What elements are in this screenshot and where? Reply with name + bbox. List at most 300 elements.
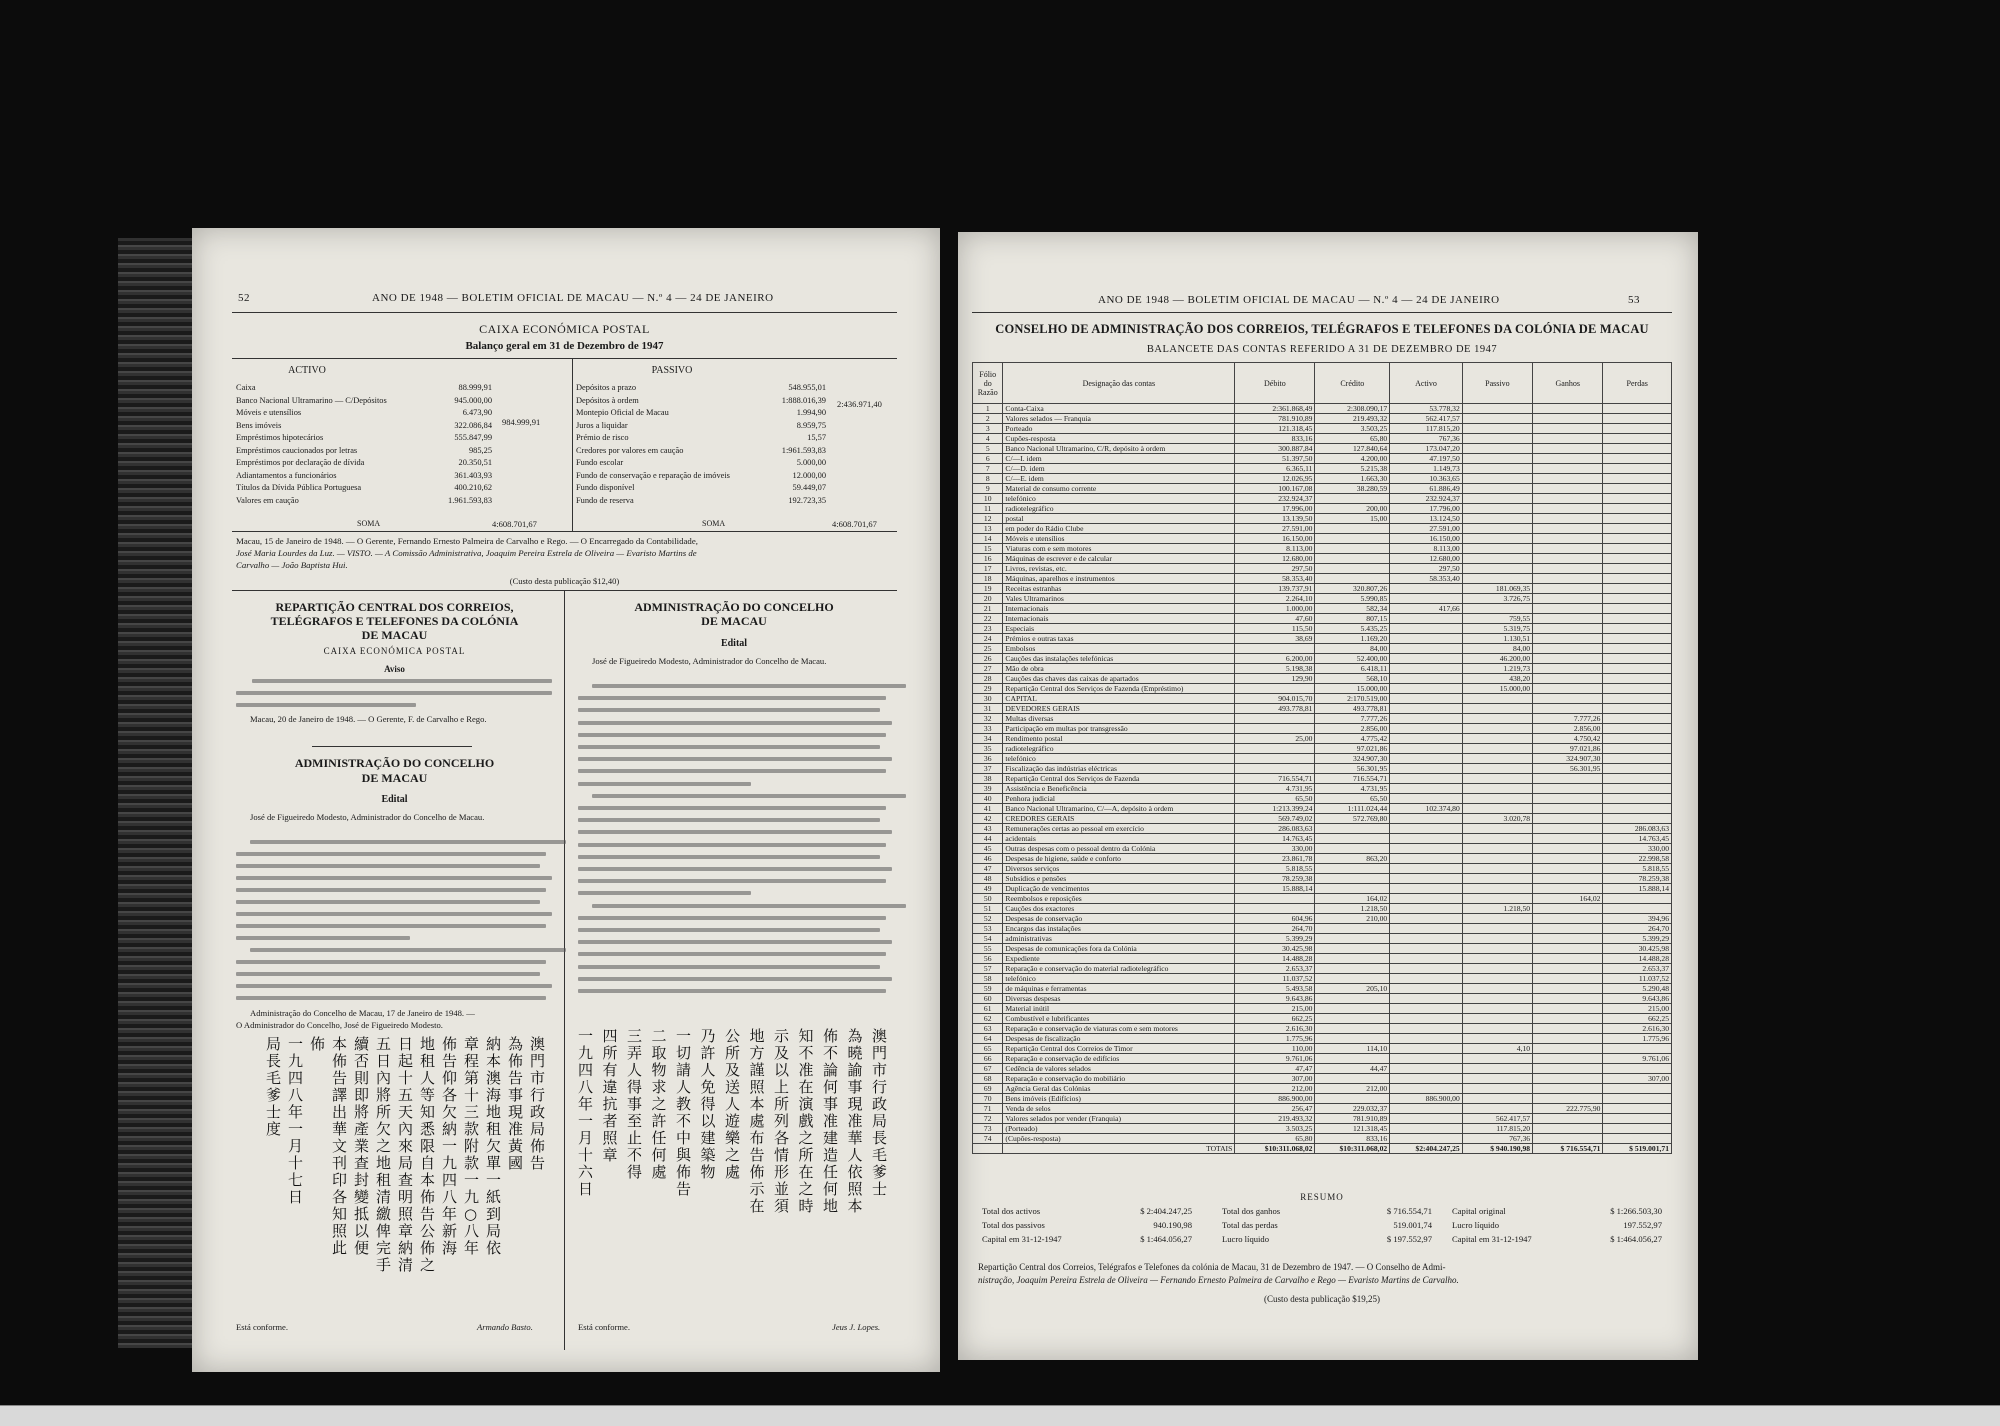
table-cell bbox=[1390, 784, 1463, 794]
table-cell: 212,00 bbox=[1315, 1084, 1390, 1094]
table-cell bbox=[1533, 824, 1603, 834]
caixa-subtitle: Balanço geral em 31 de Dezembro de 1947 bbox=[465, 340, 664, 352]
table-cell bbox=[1390, 654, 1463, 664]
table-row bbox=[973, 554, 1672, 564]
admin1-conforme: Está conforme. bbox=[236, 1322, 289, 1332]
text-line bbox=[236, 852, 546, 856]
table-cell: 9.643,86 bbox=[1235, 994, 1315, 1004]
table-cell: Vales Ultramarinos bbox=[1003, 594, 1235, 604]
table-cell: 781.910,89 bbox=[1235, 414, 1315, 424]
table-cell: Conta-Caixa bbox=[1003, 404, 1235, 414]
table-cell: 5.990,85 bbox=[1315, 594, 1390, 604]
table-cell: Reparação e conservação do mobiliário bbox=[1003, 1074, 1235, 1084]
table-cell bbox=[1533, 404, 1603, 414]
table-cell bbox=[1390, 794, 1463, 804]
text-line bbox=[578, 977, 892, 981]
table-cell: 1.000,00 bbox=[1235, 604, 1315, 614]
table-cell: 582,34 bbox=[1315, 604, 1390, 614]
passivo-row-label: Juros a liquidar bbox=[576, 420, 628, 430]
table-cell: 27.591,00 bbox=[1235, 524, 1315, 534]
table-row bbox=[973, 594, 1672, 604]
column-header: Passivo bbox=[1462, 363, 1532, 404]
table-cell bbox=[1315, 1074, 1390, 1084]
table-cell: 15,00 bbox=[1315, 514, 1390, 524]
table-cell: acidentais bbox=[1003, 834, 1235, 844]
table-cell: 23 bbox=[973, 624, 1003, 634]
table-cell: 58.353,40 bbox=[1390, 574, 1463, 584]
table-cell bbox=[1603, 554, 1672, 564]
table-cell bbox=[1462, 464, 1532, 474]
table-cell: 38 bbox=[973, 774, 1003, 784]
table-cell bbox=[1462, 954, 1532, 964]
table-cell bbox=[1462, 804, 1532, 814]
table-cell: 886.900,00 bbox=[1235, 1094, 1315, 1104]
table-cell: 5.290,48 bbox=[1603, 984, 1672, 994]
table-row bbox=[973, 474, 1672, 484]
table-cell bbox=[1235, 714, 1315, 724]
resumo-value: $ 2:404.247,25 bbox=[1140, 1206, 1192, 1216]
text-line bbox=[236, 936, 410, 940]
table-cell: 37 bbox=[973, 764, 1003, 774]
table-cell: 63 bbox=[973, 1024, 1003, 1034]
chinese-column: 地方謹照本處布告佈示在 bbox=[749, 1027, 765, 1215]
table-cell: 97.021,86 bbox=[1315, 744, 1390, 754]
table-cell: 72 bbox=[973, 1114, 1003, 1124]
table-cell bbox=[1462, 824, 1532, 834]
table-row bbox=[973, 434, 1672, 444]
table-cell: 51 bbox=[973, 904, 1003, 914]
admin1-title-2: DE MACAU bbox=[361, 771, 428, 785]
table-cell bbox=[1603, 424, 1672, 434]
table-cell bbox=[1603, 684, 1672, 694]
table-cell bbox=[1603, 774, 1672, 784]
totals-cell: $2:404.247,25 bbox=[1390, 1144, 1463, 1154]
table-cell: 6.418,11 bbox=[1315, 664, 1390, 674]
table-cell: 121.318,45 bbox=[1315, 1124, 1390, 1134]
table-cell: 215,00 bbox=[1235, 1004, 1315, 1014]
text-line bbox=[578, 708, 880, 712]
table-cell: 5.435,25 bbox=[1315, 624, 1390, 634]
table-cell: 493.778,81 bbox=[1315, 704, 1390, 714]
table-cell: 5.818,55 bbox=[1235, 864, 1315, 874]
table-row bbox=[973, 694, 1672, 704]
table-cell bbox=[1462, 734, 1532, 744]
table-cell: Expediente bbox=[1003, 954, 1235, 964]
table-cell bbox=[1462, 424, 1532, 434]
table-cell bbox=[1533, 604, 1603, 614]
table-cell bbox=[1390, 874, 1463, 884]
table-cell: 26 bbox=[973, 654, 1003, 664]
table-row bbox=[973, 644, 1672, 654]
table-cell: 60 bbox=[973, 994, 1003, 1004]
table-cell: 1.218,50 bbox=[1462, 904, 1532, 914]
resumo-label: Total dos passivos bbox=[982, 1220, 1045, 1230]
table-cell: 18 bbox=[973, 574, 1003, 584]
column-header: Fólio do Razão bbox=[973, 363, 1003, 404]
table-cell bbox=[1390, 614, 1463, 624]
table-cell bbox=[1603, 694, 1672, 704]
table-cell bbox=[1603, 1044, 1672, 1054]
table-cell: 21 bbox=[973, 604, 1003, 614]
chinese-column: 知不准在演戲之所在之時 bbox=[798, 1027, 814, 1215]
table-row bbox=[973, 824, 1672, 834]
activo-row-label: Bens imóveis bbox=[236, 420, 282, 430]
table-cell bbox=[1390, 884, 1463, 894]
table-cell bbox=[1390, 1054, 1463, 1064]
chinese-column: 為曉諭事現准華人依照本 bbox=[847, 1027, 863, 1215]
table-cell: 232.924,37 bbox=[1390, 494, 1463, 504]
chinese-column: 四所有違抗者照章 bbox=[602, 1027, 618, 1164]
table-cell: 12.680,00 bbox=[1235, 554, 1315, 564]
table-cell: 1.218,50 bbox=[1315, 904, 1390, 914]
table-row bbox=[973, 904, 1672, 914]
table-cell bbox=[1235, 904, 1315, 914]
table-cell bbox=[1603, 904, 1672, 914]
text-line bbox=[578, 855, 880, 859]
table-cell: Remunerações certas ao pessoal em exercício bbox=[1003, 824, 1235, 834]
table-cell bbox=[1390, 584, 1463, 594]
text-line bbox=[578, 721, 892, 725]
table-cell: 5.399,29 bbox=[1235, 934, 1315, 944]
table-cell bbox=[1462, 884, 1532, 894]
table-cell: 569.749,02 bbox=[1235, 814, 1315, 824]
table-cell: de máquinas e ferramentas bbox=[1003, 984, 1235, 994]
table-cell: 13 bbox=[973, 524, 1003, 534]
resumo-value: $ 1:464.056,27 bbox=[1610, 1234, 1662, 1244]
caixa-balance-table bbox=[232, 358, 897, 532]
table-cell bbox=[1462, 434, 1532, 444]
table-cell bbox=[1603, 494, 1672, 504]
table-cell: Banco Nacional Ultramarino, C/R, depósito à ordem bbox=[1003, 444, 1235, 454]
table-cell bbox=[1603, 1084, 1672, 1094]
table-cell bbox=[1533, 614, 1603, 624]
table-cell bbox=[1603, 504, 1672, 514]
table-cell bbox=[1603, 1104, 1672, 1114]
table-row bbox=[973, 1014, 1672, 1024]
table-row bbox=[973, 624, 1672, 634]
totals-label: TOTAIS bbox=[1003, 1144, 1235, 1154]
table-cell: 12.680,00 bbox=[1390, 554, 1463, 564]
chinese-notice-a bbox=[232, 1036, 552, 1316]
table-cell: 61 bbox=[973, 1004, 1003, 1014]
table-cell: 15.000,00 bbox=[1315, 684, 1390, 694]
text-line bbox=[236, 864, 540, 868]
table-cell bbox=[1315, 884, 1390, 894]
table-row bbox=[973, 1034, 1672, 1044]
table-cell: 886.900,00 bbox=[1390, 1094, 1463, 1104]
table-cell bbox=[1462, 1074, 1532, 1084]
table-cell: 16.150,00 bbox=[1390, 534, 1463, 544]
table-cell: 320.807,26 bbox=[1315, 584, 1390, 594]
table-cell: Reparação e conservação do material radiotelegráfico bbox=[1003, 964, 1235, 974]
table-cell: 4.750,42 bbox=[1533, 734, 1603, 744]
table-cell bbox=[1315, 494, 1390, 504]
activo-row-label: Adiantamentos a funcionários bbox=[236, 470, 337, 480]
admin1-title-1: ADMINISTRAÇÃO DO CONCELHO bbox=[294, 756, 495, 770]
table-cell bbox=[1603, 654, 1672, 664]
table-cell: 2.653,37 bbox=[1603, 964, 1672, 974]
table-cell bbox=[1603, 444, 1672, 454]
table-cell: 2.856,00 bbox=[1533, 724, 1603, 734]
activo-row-value: 555.847,99 bbox=[454, 433, 492, 442]
table-cell bbox=[1533, 864, 1603, 874]
reparticao-subtitle: CAIXA ECONÓMICA POSTAL bbox=[323, 646, 466, 656]
table-cell bbox=[1462, 704, 1532, 714]
table-cell bbox=[1462, 1024, 1532, 1034]
table-cell: 47 bbox=[973, 864, 1003, 874]
admin1-signature-1: Administração do Concelho de Macau, 17 de Janeiro de 1948. — bbox=[250, 1008, 475, 1018]
table-cell: 493.778,81 bbox=[1235, 704, 1315, 714]
table-cell: 115,50 bbox=[1235, 624, 1315, 634]
text-line bbox=[236, 691, 552, 695]
table-cell: 56 bbox=[973, 954, 1003, 964]
table-cell: Cupões-resposta bbox=[1003, 434, 1235, 444]
table-cell: 17.996,00 bbox=[1235, 504, 1315, 514]
table-cell bbox=[1533, 484, 1603, 494]
table-cell: 53.778,32 bbox=[1390, 404, 1463, 414]
activo-row-value: 6.473,90 bbox=[462, 408, 492, 417]
table-cell bbox=[1315, 834, 1390, 844]
table-cell: 232.924,37 bbox=[1235, 494, 1315, 504]
table-cell bbox=[1603, 484, 1672, 494]
table-cell: 1.130,51 bbox=[1462, 634, 1532, 644]
table-cell: 97.021,86 bbox=[1533, 744, 1603, 754]
table-cell: Multas diversas bbox=[1003, 714, 1235, 724]
table-cell: 117.815,20 bbox=[1390, 424, 1463, 434]
table-row bbox=[973, 494, 1672, 504]
passivo-row-value: 5.000,00 bbox=[796, 458, 826, 467]
table-cell: 9 bbox=[973, 484, 1003, 494]
table-cell: 438,20 bbox=[1462, 674, 1532, 684]
footer-line2: nistração, Joaquim Pereira Estrela de Oliveira — Fernando Ernesto Palmeira de Carvalho e Rego — Evaristo Martins de Carvalho. bbox=[978, 1275, 1459, 1285]
table-cell: 2 bbox=[973, 414, 1003, 424]
table-cell bbox=[1603, 454, 1672, 464]
table-cell bbox=[1533, 934, 1603, 944]
aviso-heading: Aviso bbox=[384, 664, 405, 674]
table-cell bbox=[1390, 834, 1463, 844]
text-line bbox=[578, 891, 751, 895]
table-row bbox=[973, 1024, 1672, 1034]
table-cell bbox=[1533, 1094, 1603, 1104]
chinese-column: 澳門市行政局佈告 bbox=[530, 1035, 546, 1172]
table-cell: 52.400,00 bbox=[1315, 654, 1390, 664]
table-cell: Cedência de valores selados bbox=[1003, 1064, 1235, 1074]
table-cell: 25,00 bbox=[1235, 734, 1315, 744]
table-cell bbox=[1462, 974, 1532, 984]
table-cell: 14.763,45 bbox=[1603, 834, 1672, 844]
text-line bbox=[236, 876, 552, 880]
chinese-column: 續否則即將產業查封變抵以便 bbox=[354, 1035, 370, 1257]
table-row bbox=[973, 744, 1672, 754]
table-cell bbox=[1315, 994, 1390, 1004]
soma-label-activo: SOMA bbox=[357, 519, 381, 528]
table-row bbox=[973, 514, 1672, 524]
table-cell bbox=[1462, 514, 1532, 524]
table-cell bbox=[1533, 1114, 1603, 1124]
table-cell: 34 bbox=[973, 734, 1003, 744]
passivo-row-value: 1:961.593,83 bbox=[781, 445, 826, 455]
table-cell bbox=[1390, 984, 1463, 994]
table-row bbox=[973, 984, 1672, 994]
table-cell bbox=[1390, 974, 1463, 984]
table-cell bbox=[1603, 764, 1672, 774]
table-cell: 30.425,98 bbox=[1235, 944, 1315, 954]
table-cell bbox=[1603, 814, 1672, 824]
table-cell: 2:308.090,17 bbox=[1315, 404, 1390, 414]
table-cell bbox=[1462, 414, 1532, 424]
table-cell bbox=[1603, 474, 1672, 484]
table-cell bbox=[1390, 924, 1463, 934]
table-cell bbox=[1603, 784, 1672, 794]
table-cell bbox=[1462, 784, 1532, 794]
table-cell: 51.397,50 bbox=[1235, 454, 1315, 464]
passivo-row-label: Montepio Oficial de Macau bbox=[576, 408, 669, 417]
table-cell: 10 bbox=[973, 494, 1003, 504]
table-row bbox=[973, 774, 1672, 784]
chinese-column: 佈 bbox=[310, 1035, 326, 1053]
table-cell bbox=[1390, 714, 1463, 724]
table-cell: C/—E. idem bbox=[1003, 474, 1235, 484]
table-cell: 56.301,95 bbox=[1533, 764, 1603, 774]
table-cell: 56.301,95 bbox=[1315, 764, 1390, 774]
table-cell bbox=[1603, 1114, 1672, 1124]
table-row bbox=[973, 1074, 1672, 1084]
table-cell bbox=[1462, 714, 1532, 724]
passivo-row-label: Credores por valores em caução bbox=[576, 445, 684, 455]
table-row bbox=[973, 1134, 1672, 1144]
table-cell: Especiais bbox=[1003, 624, 1235, 634]
passivo-row-label: Depósitos à ordem bbox=[576, 395, 639, 405]
text-line bbox=[578, 916, 886, 920]
table-cell: Cauções das instalações telefónicas bbox=[1003, 654, 1235, 664]
table-cell: 219.493,32 bbox=[1235, 1114, 1315, 1124]
table-cell bbox=[1390, 1114, 1463, 1124]
table-cell bbox=[1315, 874, 1390, 884]
table-row bbox=[973, 794, 1672, 804]
table-cell: 330,00 bbox=[1235, 844, 1315, 854]
table-cell: Reembolsos e reposições bbox=[1003, 894, 1235, 904]
table-cell bbox=[1390, 1084, 1463, 1094]
table-cell bbox=[1462, 484, 1532, 494]
resumo-value: 519.001,74 bbox=[1393, 1220, 1432, 1230]
table-cell: 67 bbox=[973, 1064, 1003, 1074]
chinese-column: 澳門市行政局長毛爹士 bbox=[872, 1027, 888, 1198]
table-cell bbox=[1390, 954, 1463, 964]
table-cell: 13.139,50 bbox=[1235, 514, 1315, 524]
activo-row-value: 945.000,00 bbox=[454, 395, 492, 405]
table-cell: 78.259,38 bbox=[1235, 874, 1315, 884]
table-cell: 1.169,20 bbox=[1315, 634, 1390, 644]
table-cell: 30 bbox=[973, 694, 1003, 704]
resumo-value: $ 1:464.056,27 bbox=[1140, 1234, 1192, 1244]
table-cell: CAPITAL bbox=[1003, 694, 1235, 704]
table-cell bbox=[1315, 1054, 1390, 1064]
table-cell: 30.425,98 bbox=[1603, 944, 1672, 954]
text-line bbox=[236, 703, 416, 707]
table-cell bbox=[1390, 864, 1463, 874]
table-cell bbox=[1462, 874, 1532, 884]
table-cell: 66 bbox=[973, 1054, 1003, 1064]
table-cell: 286.083,63 bbox=[1235, 824, 1315, 834]
table-cell: 297,50 bbox=[1390, 564, 1463, 574]
table-cell: Cauções dos exactores bbox=[1003, 904, 1235, 914]
table-cell bbox=[1390, 704, 1463, 714]
text-line bbox=[592, 794, 906, 798]
table-cell bbox=[1603, 1134, 1672, 1144]
passivo-row-label: Prémio de risco bbox=[576, 433, 629, 442]
table-cell: 9.761,06 bbox=[1235, 1054, 1315, 1064]
table-cell: 205,10 bbox=[1315, 984, 1390, 994]
table-cell: 114,10 bbox=[1315, 1044, 1390, 1054]
table-cell bbox=[1315, 944, 1390, 954]
table-cell bbox=[973, 1144, 1003, 1154]
table-cell: 6.200,00 bbox=[1235, 654, 1315, 664]
table-cell: postal bbox=[1003, 514, 1235, 524]
table-cell: 28 bbox=[973, 674, 1003, 684]
table-cell bbox=[1390, 684, 1463, 694]
table-cell bbox=[1235, 894, 1315, 904]
table-cell: 15.888,14 bbox=[1235, 884, 1315, 894]
table-row bbox=[973, 724, 1672, 734]
table-row bbox=[973, 1044, 1672, 1054]
caixa-signature-line2: José Maria Lourdes da Luz. — VISTO. — A Comissão Administrativa, Joaquim Pereira Estrela de Oliveira — Evaristo Martins de bbox=[236, 548, 697, 558]
table-cell bbox=[1533, 644, 1603, 654]
table-cell: 300.887,84 bbox=[1235, 444, 1315, 454]
table-cell bbox=[1235, 754, 1315, 764]
table-cell bbox=[1533, 984, 1603, 994]
table-row bbox=[973, 674, 1672, 684]
table-cell: Repartição Central dos Serviços de Fazenda bbox=[1003, 774, 1235, 784]
text-line bbox=[578, 928, 880, 932]
totals-cell: $ 940.190,98 bbox=[1462, 1144, 1532, 1154]
table-cell: 62 bbox=[973, 1014, 1003, 1024]
text-line bbox=[236, 960, 546, 964]
table-cell bbox=[1462, 944, 1532, 954]
table-cell bbox=[1533, 1084, 1603, 1094]
table-cell bbox=[1533, 544, 1603, 554]
table-cell bbox=[1603, 754, 1672, 764]
table-cell: 9.761,06 bbox=[1603, 1054, 1672, 1064]
table-cell bbox=[1315, 1034, 1390, 1044]
table-cell: 54 bbox=[973, 934, 1003, 944]
table-cell: 49 bbox=[973, 884, 1003, 894]
table-cell bbox=[1462, 724, 1532, 734]
table-cell: Livros, revistas, etc. bbox=[1003, 564, 1235, 574]
table-cell: 562.417,57 bbox=[1390, 414, 1463, 424]
table-cell bbox=[1533, 954, 1603, 964]
passivo-row-label: Depósitos a prazo bbox=[576, 383, 637, 392]
table-cell bbox=[1390, 824, 1463, 834]
table-cell: Despesas de higiene, saúde e conforto bbox=[1003, 854, 1235, 864]
text-line bbox=[250, 948, 566, 952]
table-row bbox=[973, 814, 1672, 824]
table-cell bbox=[1603, 604, 1672, 614]
table-cell: Despesas de comunicações fora da Colónia bbox=[1003, 944, 1235, 954]
activo-row-value: 88.999,91 bbox=[458, 383, 492, 392]
chinese-column: 佈告仰各欠納一九四八年新海 bbox=[442, 1035, 458, 1257]
table-cell bbox=[1390, 734, 1463, 744]
chinese-column: 二取物求之許任何處 bbox=[651, 1027, 667, 1181]
table-cell: 46.200,00 bbox=[1462, 654, 1532, 664]
table-cell bbox=[1315, 824, 1390, 834]
table-cell: Cauções das chaves das caixas de apartados bbox=[1003, 674, 1235, 684]
table-cell bbox=[1533, 414, 1603, 424]
chinese-column: 示及以上所列各情形並須 bbox=[774, 1027, 790, 1215]
chinese-column: 五日內將所欠之地租清繳俾完手 bbox=[376, 1035, 392, 1274]
table-cell: 1.775,96 bbox=[1603, 1034, 1672, 1044]
table-cell bbox=[1462, 754, 1532, 764]
table-cell bbox=[1603, 664, 1672, 674]
